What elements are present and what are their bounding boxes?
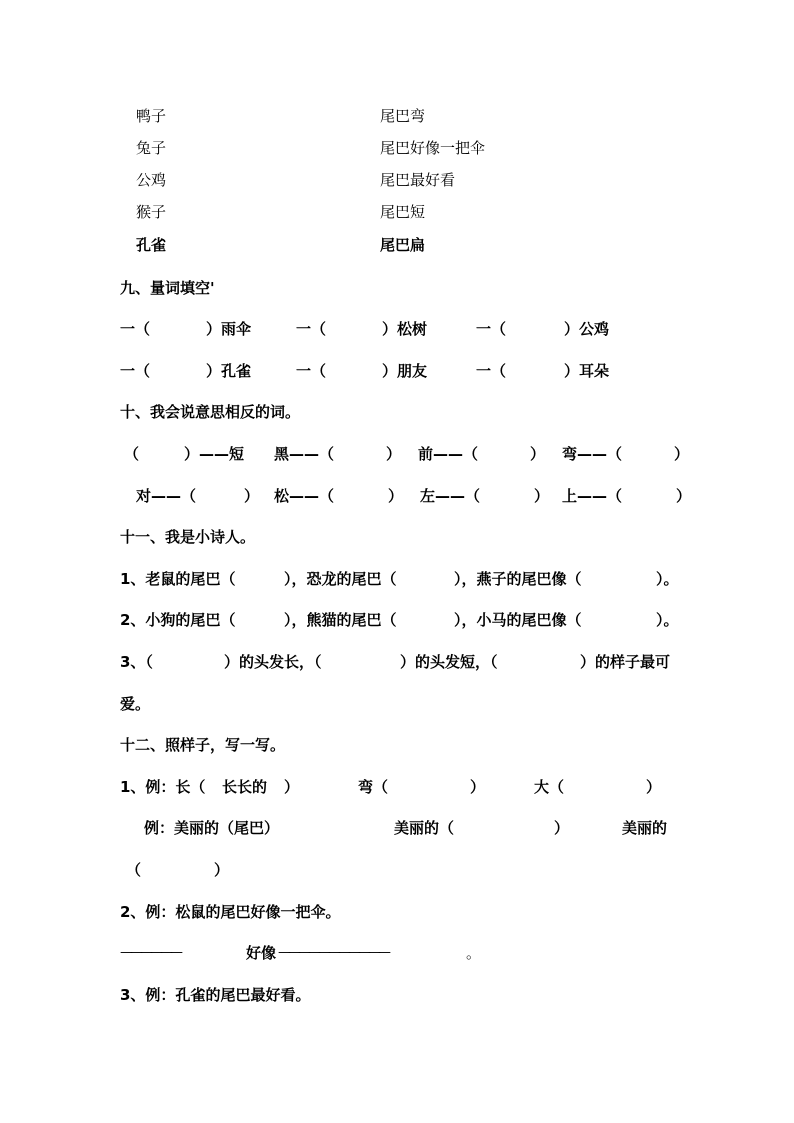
- q12-2-b: ）: [470, 778, 486, 796]
- q11-1-c: ），燕子的尾巴像（: [454, 570, 582, 588]
- q9-4-open: 一（: [120, 362, 151, 380]
- match-left-3: 公鸡: [136, 171, 167, 189]
- q12-example-3: 3、例：孔雀的尾巴最好看。: [120, 986, 311, 1004]
- match-right-5: 尾巴扁: [380, 236, 426, 254]
- q11-3-d: ）的样子最可: [580, 653, 671, 671]
- q12-3-b: ）: [646, 778, 662, 796]
- q10-8-a: 上——（: [562, 487, 623, 505]
- q11-1-a: 1、老鼠的尾巴（: [120, 570, 236, 588]
- q11-2-b: ），熊猫的尾巴（: [284, 611, 397, 629]
- q9-5-close: ）朋友: [382, 362, 428, 380]
- q10-4-b: ）: [674, 445, 690, 463]
- q9-1-close: ）雨伞: [206, 320, 252, 338]
- section-11-title: 十一、我是小诗人。: [120, 528, 256, 546]
- q12-example-2: 2、例：松鼠的尾巴好像一把伞。: [120, 903, 341, 921]
- q9-5-open: 一（: [296, 362, 327, 380]
- q10-3-b: ）: [530, 445, 546, 463]
- match-left-4: 猴子: [136, 203, 167, 221]
- q11-3-c: ）的头发短，（: [400, 653, 498, 671]
- q9-3-open: 一（: [476, 320, 507, 338]
- q10-1-b: ）——短: [184, 445, 245, 463]
- section-9-title: 九、量词填空': [120, 279, 215, 297]
- q10-1-a: （: [124, 445, 140, 463]
- q9-1-open: 一（: [120, 320, 151, 338]
- q12-period: 。: [466, 944, 482, 962]
- q12-6-open: （: [126, 861, 142, 879]
- match-right-2: 尾巴好像一把伞: [380, 139, 486, 157]
- match-right-3: 尾巴最好看: [380, 171, 456, 189]
- q12-2-a: 弯（: [358, 778, 389, 796]
- q9-2-close: ）松树: [382, 320, 428, 338]
- q12-5-b: ）: [554, 819, 570, 837]
- q10-7-a: 左——（: [420, 487, 481, 505]
- match-left-5: 孔雀: [136, 236, 167, 254]
- q11-3-a: 3、（: [120, 653, 153, 671]
- q11-1-b: ），恐龙的尾巴（: [284, 570, 397, 588]
- q12-haoxiang: 好像: [246, 944, 277, 962]
- q9-6-open: 一（: [476, 362, 507, 380]
- section-10-title: 十、我会说意思相反的词。: [120, 403, 301, 421]
- q12-blank-line-2: ———————————: [278, 945, 388, 960]
- q12-4-example: 例：美丽的（尾巴）: [144, 819, 280, 837]
- q9-6-close: ）耳朵: [564, 362, 610, 380]
- q12-6-a: 美丽的: [622, 819, 668, 837]
- q10-4-a: 弯——（: [562, 445, 623, 463]
- q10-2-a: 黑——（: [274, 445, 335, 463]
- q12-3-a: 大（: [534, 778, 565, 796]
- match-right-4: 尾巴短: [380, 203, 426, 221]
- q9-3-close: ）公鸡: [564, 320, 610, 338]
- match-right-1: 尾巴弯: [380, 107, 426, 125]
- q10-5-b: ）: [244, 487, 260, 505]
- q12-blank-line-1: ——————: [120, 945, 180, 960]
- q12-1-a: 1、例：长（: [120, 778, 206, 796]
- q10-6-a: 松——（: [274, 487, 335, 505]
- match-left-2: 兔子: [136, 139, 167, 157]
- q9-4-close: ）孔雀: [206, 362, 252, 380]
- section-12-title: 十二、照样子，写一写。: [120, 736, 286, 754]
- q10-3-a: 前——（: [418, 445, 479, 463]
- q11-2-c: ），小马的尾巴像（: [454, 611, 582, 629]
- q11-3-cont: 爱。: [120, 695, 151, 713]
- q10-5-a: 对——（: [136, 487, 197, 505]
- q12-6-close: ）: [214, 861, 230, 879]
- q10-6-b: ）: [388, 487, 404, 505]
- q11-3-b: ）的头发长，（: [224, 653, 322, 671]
- q12-1-example: 长长的: [222, 778, 268, 796]
- q11-2-a: 2、小狗的尾巴（: [120, 611, 236, 629]
- q11-2-d: ）。: [656, 611, 679, 629]
- q11-1-d: ）。: [656, 570, 679, 588]
- q10-7-b: ）: [534, 487, 550, 505]
- q10-2-b: ）: [386, 445, 402, 463]
- q10-8-b: ）: [676, 487, 692, 505]
- q12-5-a: 美丽的（: [394, 819, 455, 837]
- match-left-1: 鸭子: [136, 107, 167, 125]
- q9-2-open: 一（: [296, 320, 327, 338]
- q12-1-b: ）: [284, 778, 300, 796]
